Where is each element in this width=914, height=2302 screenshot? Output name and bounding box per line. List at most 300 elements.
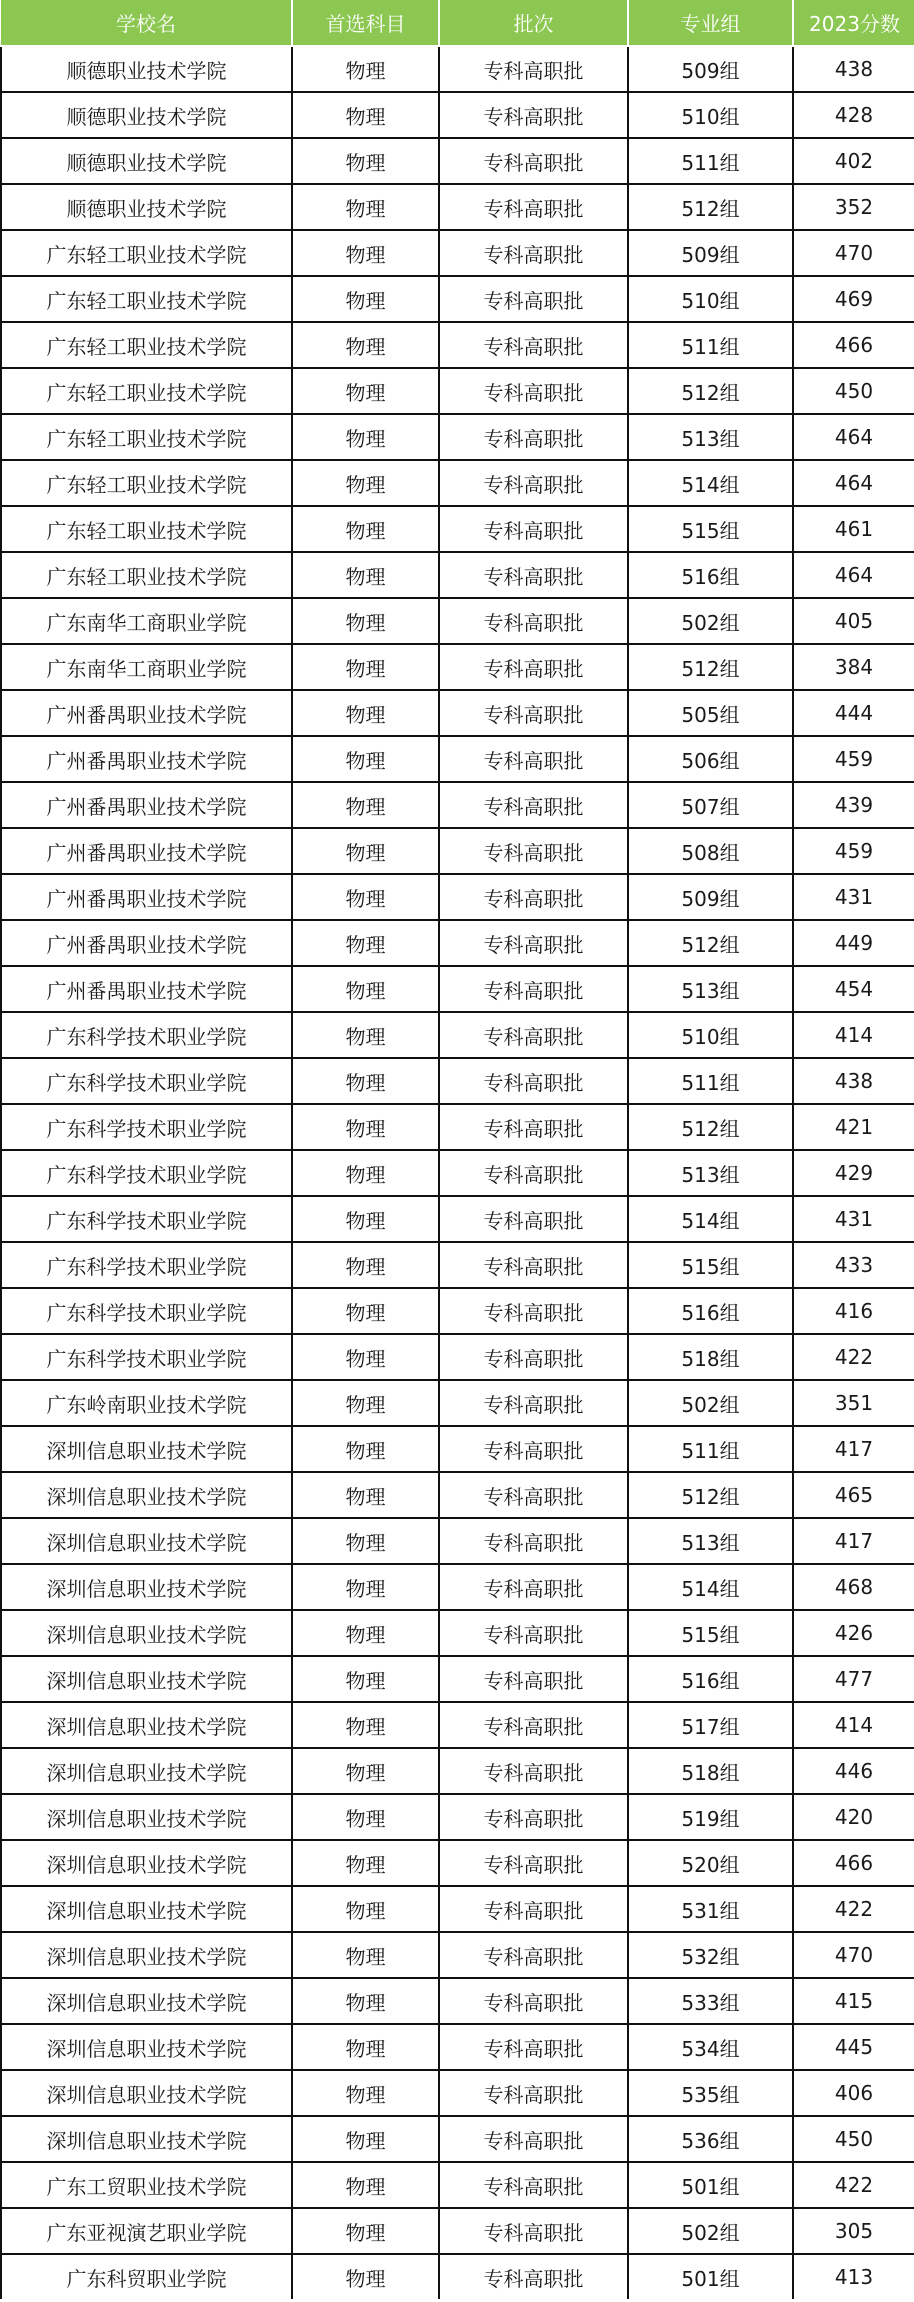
cell-school-name: 深圳信息职业技术学院 [1, 1840, 292, 1886]
table-row [1, 1334, 914, 1380]
cell-batch: 专科高职批 [439, 1242, 628, 1288]
cell-first-subject: 物理 [292, 1794, 439, 1840]
cell-first-subject: 物理 [292, 966, 439, 1012]
table-row [1, 2116, 914, 2162]
cell-school-name: 广东科学技术职业学院 [1, 1242, 292, 1288]
cell-major-group: 506组 [628, 736, 793, 782]
cell-first-subject: 物理 [292, 1472, 439, 1518]
table-row [1, 2162, 914, 2208]
table-row [1, 1610, 914, 1656]
table-row [1, 690, 914, 736]
cell-score: 351 [793, 1380, 914, 1426]
table-row [1, 1564, 914, 1610]
cell-batch: 专科高职批 [439, 966, 628, 1012]
cell-major-group: 505组 [628, 690, 793, 736]
cell-major-group: 516组 [628, 552, 793, 598]
table-row [1, 966, 914, 1012]
cell-batch: 专科高职批 [439, 598, 628, 644]
cell-batch: 专科高职批 [439, 1748, 628, 1794]
cell-score: 384 [793, 644, 914, 690]
cell-school-name: 深圳信息职业技术学院 [1, 1610, 292, 1656]
cell-batch: 专科高职批 [439, 644, 628, 690]
cell-batch: 专科高职批 [439, 506, 628, 552]
cell-first-subject: 物理 [292, 2070, 439, 2116]
table-row [1, 1426, 914, 1472]
cell-batch: 专科高职批 [439, 1472, 628, 1518]
cell-first-subject: 物理 [292, 322, 439, 368]
cell-score: 438 [793, 46, 914, 92]
cell-batch: 专科高职批 [439, 1978, 628, 2024]
cell-score: 445 [793, 2024, 914, 2070]
cell-score: 466 [793, 322, 914, 368]
cell-school-name: 广东科学技术职业学院 [1, 1058, 292, 1104]
cell-first-subject: 物理 [292, 414, 439, 460]
cell-major-group: 513组 [628, 414, 793, 460]
cell-school-name: 深圳信息职业技术学院 [1, 1518, 292, 1564]
cell-school-name: 广州番禺职业技术学院 [1, 736, 292, 782]
cell-score: 406 [793, 2070, 914, 2116]
table-row [1, 1748, 914, 1794]
cell-school-name: 广东轻工职业技术学院 [1, 460, 292, 506]
cell-score: 464 [793, 460, 914, 506]
cell-major-group: 512组 [628, 368, 793, 414]
table-row [1, 1518, 914, 1564]
cell-first-subject: 物理 [292, 1932, 439, 1978]
cell-batch: 专科高职批 [439, 1794, 628, 1840]
cell-score: 422 [793, 2162, 914, 2208]
cell-score: 429 [793, 1150, 914, 1196]
cell-batch: 专科高职批 [439, 828, 628, 874]
cell-first-subject: 物理 [292, 92, 439, 138]
cell-batch: 专科高职批 [439, 1702, 628, 1748]
cell-first-subject: 物理 [292, 1702, 439, 1748]
cell-major-group: 510组 [628, 1012, 793, 1058]
cell-score: 466 [793, 1840, 914, 1886]
cell-major-group: 513组 [628, 1518, 793, 1564]
cell-batch: 专科高职批 [439, 322, 628, 368]
table-row [1, 1058, 914, 1104]
cell-batch: 专科高职批 [439, 2024, 628, 2070]
header-major-group: 专业组 [628, 0, 793, 46]
cell-major-group: 511组 [628, 1058, 793, 1104]
cell-batch: 专科高职批 [439, 1104, 628, 1150]
table-row [1, 1472, 914, 1518]
cell-batch: 专科高职批 [439, 1840, 628, 1886]
table-row [1, 1242, 914, 1288]
cell-batch: 专科高职批 [439, 1288, 628, 1334]
cell-school-name: 深圳信息职业技术学院 [1, 1932, 292, 1978]
cell-score: 422 [793, 1886, 914, 1932]
cell-batch: 专科高职批 [439, 368, 628, 414]
cell-score: 305 [793, 2208, 914, 2254]
cell-school-name: 广东轻工职业技术学院 [1, 230, 292, 276]
cell-major-group: 509组 [628, 230, 793, 276]
table-row [1, 92, 914, 138]
cell-score: 454 [793, 966, 914, 1012]
cell-major-group: 512组 [628, 184, 793, 230]
cell-batch: 专科高职批 [439, 46, 628, 92]
cell-batch: 专科高职批 [439, 1564, 628, 1610]
table-row [1, 736, 914, 782]
cell-major-group: 516组 [628, 1656, 793, 1702]
cell-school-name: 广东科学技术职业学院 [1, 1104, 292, 1150]
cell-score: 414 [793, 1702, 914, 1748]
cell-major-group: 533组 [628, 1978, 793, 2024]
table-row [1, 230, 914, 276]
cell-school-name: 广东科贸职业学院 [1, 2254, 292, 2299]
cell-batch: 专科高职批 [439, 874, 628, 920]
cell-batch: 专科高职批 [439, 1932, 628, 1978]
cell-score: 446 [793, 1748, 914, 1794]
cell-first-subject: 物理 [292, 1886, 439, 1932]
table-row [1, 414, 914, 460]
table-row [1, 1196, 914, 1242]
cell-school-name: 深圳信息职业技术学院 [1, 1702, 292, 1748]
table-row [1, 322, 914, 368]
cell-major-group: 514组 [628, 1564, 793, 1610]
cell-school-name: 广东科学技术职业学院 [1, 1196, 292, 1242]
table-row [1, 552, 914, 598]
cell-major-group: 509组 [628, 874, 793, 920]
cell-first-subject: 物理 [292, 1012, 439, 1058]
cell-major-group: 502组 [628, 598, 793, 644]
table-row [1, 828, 914, 874]
cell-score: 468 [793, 1564, 914, 1610]
cell-school-name: 广东轻工职业技术学院 [1, 506, 292, 552]
table-row [1, 2208, 914, 2254]
table-row [1, 1978, 914, 2024]
cell-score: 444 [793, 690, 914, 736]
cell-first-subject: 物理 [292, 1518, 439, 1564]
cell-score: 414 [793, 1012, 914, 1058]
table-row [1, 506, 914, 552]
cell-major-group: 531组 [628, 1886, 793, 1932]
cell-school-name: 广州番禺职业技术学院 [1, 966, 292, 1012]
cell-major-group: 502组 [628, 1380, 793, 1426]
table-row [1, 1656, 914, 1702]
cell-first-subject: 物理 [292, 644, 439, 690]
cell-major-group: 513组 [628, 1150, 793, 1196]
cell-major-group: 518组 [628, 1334, 793, 1380]
header-school-name: 学校名 [1, 0, 292, 46]
cell-score: 431 [793, 1196, 914, 1242]
cell-major-group: 512组 [628, 644, 793, 690]
cell-score: 415 [793, 1978, 914, 2024]
cell-school-name: 深圳信息职业技术学院 [1, 1656, 292, 1702]
cell-major-group: 513组 [628, 966, 793, 1012]
table-row [1, 1288, 914, 1334]
cell-batch: 专科高职批 [439, 2070, 628, 2116]
cell-score: 405 [793, 598, 914, 644]
cell-batch: 专科高职批 [439, 690, 628, 736]
cell-school-name: 广东南华工商职业学院 [1, 644, 292, 690]
cell-score: 450 [793, 2116, 914, 2162]
cell-score: 402 [793, 138, 914, 184]
cell-first-subject: 物理 [292, 276, 439, 322]
cell-first-subject: 物理 [292, 1840, 439, 1886]
cell-first-subject: 物理 [292, 1564, 439, 1610]
cell-score: 459 [793, 736, 914, 782]
cell-school-name: 广东轻工职业技术学院 [1, 276, 292, 322]
cell-first-subject: 物理 [292, 1104, 439, 1150]
cell-score: 417 [793, 1426, 914, 1472]
cell-first-subject: 物理 [292, 552, 439, 598]
header-batch: 批次 [439, 0, 628, 46]
cell-first-subject: 物理 [292, 920, 439, 966]
cell-major-group: 534组 [628, 2024, 793, 2070]
cell-school-name: 深圳信息职业技术学院 [1, 1978, 292, 2024]
cell-school-name: 广东南华工商职业学院 [1, 598, 292, 644]
table-header-row [1, 0, 914, 46]
cell-score: 459 [793, 828, 914, 874]
cell-school-name: 广州番禺职业技术学院 [1, 874, 292, 920]
cell-school-name: 深圳信息职业技术学院 [1, 2070, 292, 2116]
cell-school-name: 广州番禺职业技术学院 [1, 828, 292, 874]
cell-school-name: 广东轻工职业技术学院 [1, 552, 292, 598]
cell-first-subject: 物理 [292, 2208, 439, 2254]
cell-score: 465 [793, 1472, 914, 1518]
cell-score: 477 [793, 1656, 914, 1702]
cell-school-name: 顺德职业技术学院 [1, 92, 292, 138]
cell-major-group: 516组 [628, 1288, 793, 1334]
cell-school-name: 广东科学技术职业学院 [1, 1334, 292, 1380]
table-row [1, 184, 914, 230]
cell-batch: 专科高职批 [439, 2254, 628, 2299]
cell-school-name: 广东科学技术职业学院 [1, 1150, 292, 1196]
cell-batch: 专科高职批 [439, 1196, 628, 1242]
table-row [1, 2254, 914, 2299]
table-row [1, 644, 914, 690]
cell-major-group: 501组 [628, 2254, 793, 2299]
cell-school-name: 顺德职业技术学院 [1, 184, 292, 230]
cell-major-group: 517组 [628, 1702, 793, 1748]
cell-first-subject: 物理 [292, 874, 439, 920]
cell-batch: 专科高职批 [439, 1426, 628, 1472]
cell-major-group: 532组 [628, 1932, 793, 1978]
cell-school-name: 深圳信息职业技术学院 [1, 1794, 292, 1840]
cell-score: 464 [793, 552, 914, 598]
cell-first-subject: 物理 [292, 782, 439, 828]
cell-first-subject: 物理 [292, 1334, 439, 1380]
cell-batch: 专科高职批 [439, 920, 628, 966]
cell-school-name: 深圳信息职业技术学院 [1, 1426, 292, 1472]
cell-batch: 专科高职批 [439, 1058, 628, 1104]
table-row [1, 1150, 914, 1196]
cell-major-group: 512组 [628, 1104, 793, 1150]
cell-first-subject: 物理 [292, 736, 439, 782]
cell-batch: 专科高职批 [439, 552, 628, 598]
cell-first-subject: 物理 [292, 1242, 439, 1288]
cell-first-subject: 物理 [292, 184, 439, 230]
cell-major-group: 512组 [628, 1472, 793, 1518]
cell-score: 416 [793, 1288, 914, 1334]
cell-batch: 专科高职批 [439, 414, 628, 460]
cell-major-group: 507组 [628, 782, 793, 828]
table-row [1, 2070, 914, 2116]
cell-batch: 专科高职批 [439, 2162, 628, 2208]
cell-batch: 专科高职批 [439, 782, 628, 828]
cell-school-name: 顺德职业技术学院 [1, 138, 292, 184]
cell-first-subject: 物理 [292, 1978, 439, 2024]
table-row [1, 1932, 914, 1978]
cell-school-name: 顺德职业技术学院 [1, 46, 292, 92]
cell-major-group: 509组 [628, 46, 793, 92]
cell-first-subject: 物理 [292, 1150, 439, 1196]
cell-school-name: 广东轻工职业技术学院 [1, 368, 292, 414]
table-row [1, 1840, 914, 1886]
cell-first-subject: 物理 [292, 1196, 439, 1242]
cell-first-subject: 物理 [292, 1380, 439, 1426]
header-first-subject: 首选科目 [292, 0, 439, 46]
cell-score: 470 [793, 230, 914, 276]
cell-major-group: 536组 [628, 2116, 793, 2162]
cell-major-group: 510组 [628, 276, 793, 322]
cell-batch: 专科高职批 [439, 2116, 628, 2162]
cell-school-name: 广东科学技术职业学院 [1, 1012, 292, 1058]
cell-school-name: 深圳信息职业技术学院 [1, 2116, 292, 2162]
cell-major-group: 512组 [628, 920, 793, 966]
cell-school-name: 广东岭南职业技术学院 [1, 1380, 292, 1426]
table-row [1, 874, 914, 920]
cell-batch: 专科高职批 [439, 1150, 628, 1196]
table-row [1, 920, 914, 966]
cell-first-subject: 物理 [292, 1748, 439, 1794]
cell-first-subject: 物理 [292, 138, 439, 184]
table-body [1, 46, 914, 2299]
cell-first-subject: 物理 [292, 368, 439, 414]
table-row [1, 1794, 914, 1840]
cell-batch: 专科高职批 [439, 1012, 628, 1058]
cell-score: 352 [793, 184, 914, 230]
cell-batch: 专科高职批 [439, 1886, 628, 1932]
cell-score: 438 [793, 1058, 914, 1104]
cell-score: 420 [793, 1794, 914, 1840]
cell-score: 464 [793, 414, 914, 460]
cell-school-name: 广东工贸职业技术学院 [1, 2162, 292, 2208]
table-row [1, 782, 914, 828]
cell-major-group: 520组 [628, 1840, 793, 1886]
cell-batch: 专科高职批 [439, 92, 628, 138]
table-row [1, 460, 914, 506]
cell-score: 469 [793, 276, 914, 322]
cell-major-group: 515组 [628, 1242, 793, 1288]
cell-major-group: 535组 [628, 2070, 793, 2116]
cell-major-group: 511组 [628, 322, 793, 368]
table-row [1, 2024, 914, 2070]
cell-batch: 专科高职批 [439, 138, 628, 184]
cell-major-group: 502组 [628, 2208, 793, 2254]
cell-school-name: 深圳信息职业技术学院 [1, 1748, 292, 1794]
cell-first-subject: 物理 [292, 1656, 439, 1702]
cell-major-group: 514组 [628, 1196, 793, 1242]
cell-score: 461 [793, 506, 914, 552]
cell-score: 417 [793, 1518, 914, 1564]
cell-first-subject: 物理 [292, 506, 439, 552]
table-row [1, 276, 914, 322]
cell-school-name: 深圳信息职业技术学院 [1, 1472, 292, 1518]
cell-first-subject: 物理 [292, 230, 439, 276]
cell-school-name: 广州番禺职业技术学院 [1, 920, 292, 966]
cell-score: 421 [793, 1104, 914, 1150]
cell-batch: 专科高职批 [439, 1518, 628, 1564]
cell-batch: 专科高职批 [439, 184, 628, 230]
cell-school-name: 广州番禺职业技术学院 [1, 782, 292, 828]
cell-batch: 专科高职批 [439, 460, 628, 506]
table-row [1, 46, 914, 92]
cell-school-name: 深圳信息职业技术学院 [1, 1564, 292, 1610]
cell-first-subject: 物理 [292, 46, 439, 92]
cell-major-group: 510组 [628, 92, 793, 138]
cell-first-subject: 物理 [292, 1058, 439, 1104]
table-row [1, 368, 914, 414]
cell-score: 428 [793, 92, 914, 138]
table-row [1, 138, 914, 184]
cell-major-group: 508组 [628, 828, 793, 874]
table-row [1, 1380, 914, 1426]
cell-first-subject: 物理 [292, 828, 439, 874]
cell-batch: 专科高职批 [439, 1610, 628, 1656]
cell-major-group: 515组 [628, 506, 793, 552]
cell-score: 439 [793, 782, 914, 828]
cell-major-group: 519组 [628, 1794, 793, 1840]
cell-score: 422 [793, 1334, 914, 1380]
cell-major-group: 511组 [628, 138, 793, 184]
cell-first-subject: 物理 [292, 2024, 439, 2070]
cell-school-name: 广东轻工职业技术学院 [1, 414, 292, 460]
table-row [1, 1702, 914, 1748]
cell-first-subject: 物理 [292, 1610, 439, 1656]
cell-batch: 专科高职批 [439, 276, 628, 322]
table-row [1, 1012, 914, 1058]
cell-score: 449 [793, 920, 914, 966]
cell-school-name: 广东轻工职业技术学院 [1, 322, 292, 368]
cell-batch: 专科高职批 [439, 1380, 628, 1426]
cell-score: 450 [793, 368, 914, 414]
cell-school-name: 深圳信息职业技术学院 [1, 1886, 292, 1932]
cell-first-subject: 物理 [292, 1426, 439, 1472]
cell-score: 431 [793, 874, 914, 920]
cell-school-name: 广东科学技术职业学院 [1, 1288, 292, 1334]
cell-first-subject: 物理 [292, 460, 439, 506]
header-score-2023: 2023分数 [793, 0, 914, 46]
cell-major-group: 511组 [628, 1426, 793, 1472]
cell-batch: 专科高职批 [439, 2208, 628, 2254]
cell-school-name: 广州番禺职业技术学院 [1, 690, 292, 736]
cell-major-group: 518组 [628, 1748, 793, 1794]
cell-batch: 专科高职批 [439, 1334, 628, 1380]
cell-major-group: 514组 [628, 460, 793, 506]
table-row [1, 1886, 914, 1932]
cell-score: 470 [793, 1932, 914, 1978]
cell-batch: 专科高职批 [439, 736, 628, 782]
cell-first-subject: 物理 [292, 598, 439, 644]
table-row [1, 598, 914, 644]
cell-first-subject: 物理 [292, 2254, 439, 2299]
cell-major-group: 515组 [628, 1610, 793, 1656]
cell-batch: 专科高职批 [439, 1656, 628, 1702]
cell-batch: 专科高职批 [439, 230, 628, 276]
cell-score: 433 [793, 1242, 914, 1288]
table-row [1, 1104, 914, 1150]
cell-score: 413 [793, 2254, 914, 2299]
cell-score: 426 [793, 1610, 914, 1656]
cell-major-group: 501组 [628, 2162, 793, 2208]
cell-first-subject: 物理 [292, 2116, 439, 2162]
cell-first-subject: 物理 [292, 2162, 439, 2208]
cell-school-name: 广东亚视演艺职业学院 [1, 2208, 292, 2254]
cell-first-subject: 物理 [292, 690, 439, 736]
cell-first-subject: 物理 [292, 1288, 439, 1334]
